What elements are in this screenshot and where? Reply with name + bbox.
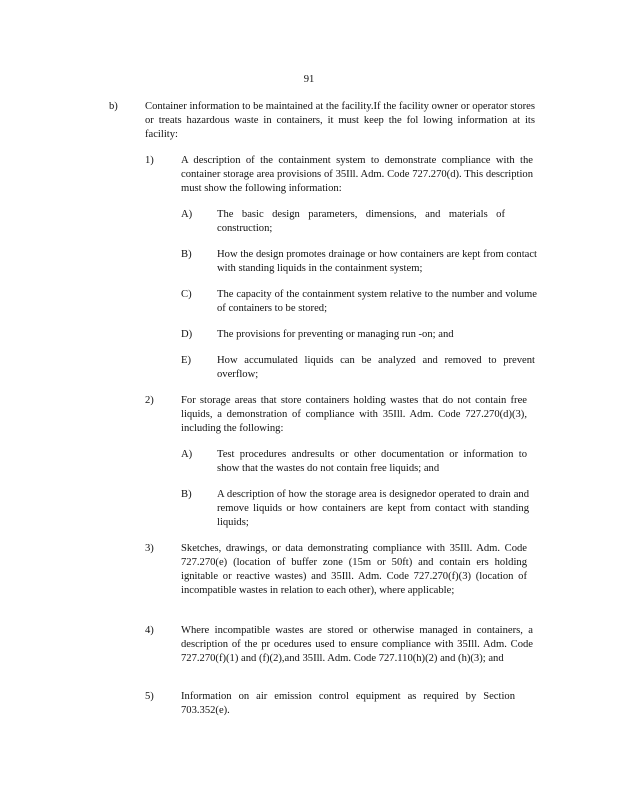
subitem-marker: B): [181, 249, 192, 260]
subitem-text: The capacity of the containment system relative to the number and volume of containers to be stored;: [217, 289, 537, 314]
item-text: Sketches, drawings, or data demonstrating compliance with 35Ill. Adm. Code 727.270(e) (location of buffer zone (15m or 50ft) and contain ers holding ignitable or reactive wastes) and 35Ill. Adm. Code 727.270(f)(3) (location of incompatible wastes in relation to each other), where applicable;: [181, 543, 527, 596]
item-text: For storage areas that store containers holding wastes that do not contain free liquids, a demonstration of compliance with 35Ill. Adm. Code 727.270(d)(3), including the following:: [181, 395, 527, 434]
item-text: Where incompatible wastes are stored or otherwise managed in containers, a description of the pr ocedures used to ensure compliance with 35Ill. Adm. Code 727.270(f)(1) and (f)(2),and 35Ill. Adm. Code 727.110(h)(2) and (h)(3); and: [181, 625, 533, 664]
subitem-text: A description of how the storage area is designedor operated to drain and remove liquids or how containers are kept from contact with standing liquids;: [217, 489, 529, 528]
item-marker: 1): [145, 155, 154, 166]
page-number: 91: [303, 74, 315, 85]
subitem-marker: E): [181, 355, 191, 366]
subitem-marker: C): [181, 289, 192, 300]
item-marker: 5): [145, 691, 154, 702]
subitem-marker: A): [181, 449, 193, 460]
subitem-text: How accumulated liquids can be analyzed and removed to prevent overflow;: [217, 355, 535, 380]
subitem-text: The basic design parameters, dimensions, and materials of construction;: [217, 209, 505, 234]
section-intro-text: Container information to be maintained at the facility.If the facility owner or operator stores or treats hazardous waste in containers, it must keep the fol lowing information at its facility:: [145, 101, 535, 140]
item-marker: 2): [145, 395, 154, 406]
subitem-marker: A): [181, 209, 193, 220]
subitem-text: Test procedures andresults or other documentation or information to show that the wastes do not contain free liquids; and: [217, 449, 527, 474]
subitem-text: The provisions for preventing or managing run -on; and: [217, 329, 454, 340]
item-text: A description of the containment system to demonstrate compliance with the container storage area provisions of 35Ill. Adm. Code 727.270(d). This description must show the following information:: [181, 155, 533, 194]
subitem-marker: B): [181, 489, 192, 500]
subitem-text: How the design promotes drainage or how containers are kept from contact with standing liquids in the containment system;: [217, 249, 537, 274]
subitem-marker: D): [181, 329, 193, 340]
item-marker: 3): [145, 543, 154, 554]
item-marker: 4): [145, 625, 154, 636]
section-marker: b): [109, 101, 118, 112]
item-text: Information on air emission control equipment as required by Section 703.352(e).: [181, 691, 515, 716]
